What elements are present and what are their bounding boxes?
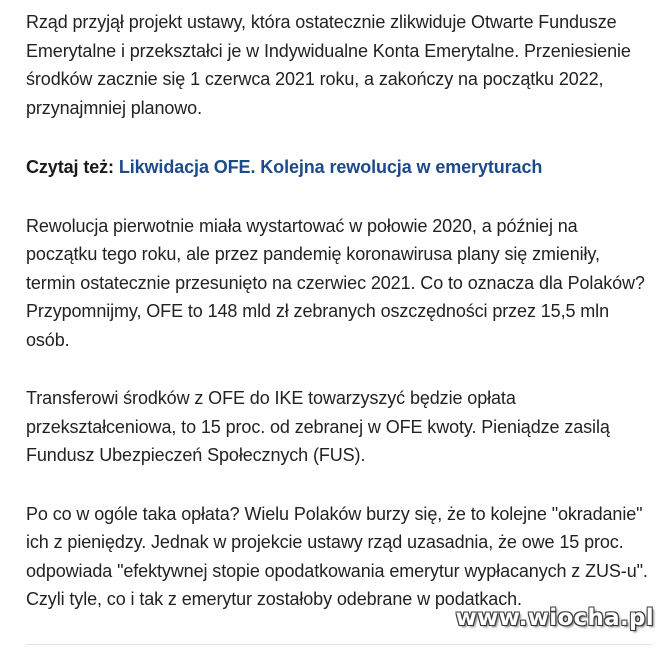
- article-paragraph-1: Rząd przyjął projekt ustawy, która ostatecznie zlikwiduje Otwarte Fundusze Emerytalne i przekształci je w Indywidualne Konta Emerytalne. Przeniesienie środków zacznie się 1 czerwca 2021 roku, a zakończy na początku 2022, przynajmniej planowo.: [26, 12, 631, 118]
- article-paragraph-4: Po co w ogóle taka opłata? Wielu Polaków burzy się, że to kolejne "okradanie" ich z pieniędzy. Jednak w projekcie ustawy rząd uzasadnia, że owe 15 proc. odpowiada "efektywnej stopie opodatkowania emerytur wypłacanych z ZUS-u". Czyli tyle, co i tak z emerytur zostałoby odebrane w podatkach.: [26, 503, 648, 609]
- article-body: [26, 8, 651, 644]
- read-also-link[interactable]: Likwidacja OFE. Kolejna rewolucja w emeryturach: [118, 157, 543, 177]
- section-divider: [26, 644, 652, 645]
- article-paragraph-2: Rewolucja pierwotnie miała wystartować w połowie 2020, a później na początku tego roku, ale przez pandemię koronawirusa plany się zmieniły, termin ostatecznie przesunięto na czerwiec 2021. Co to oznacza dla Polaków? Przypomnijmy, OFE to 148 mld zł zebranych oszczędności przez 15,5 mln osób.: [26, 215, 645, 350]
- read-also-line: [26, 153, 651, 182]
- read-also-prefix: Czytaj też:: [26, 157, 114, 177]
- site-watermark: www.wiocha.pl: [455, 605, 654, 631]
- article-paragraph-3: Transferowi środków z OFE do IKE towarzyszyć będzie opłata przekształceniowa, to 15 proc. od zebranej w OFE kwoty. Pieniądze zasilą Fundusz Ubezpieczeń Społecznych (FUS).: [26, 388, 610, 465]
